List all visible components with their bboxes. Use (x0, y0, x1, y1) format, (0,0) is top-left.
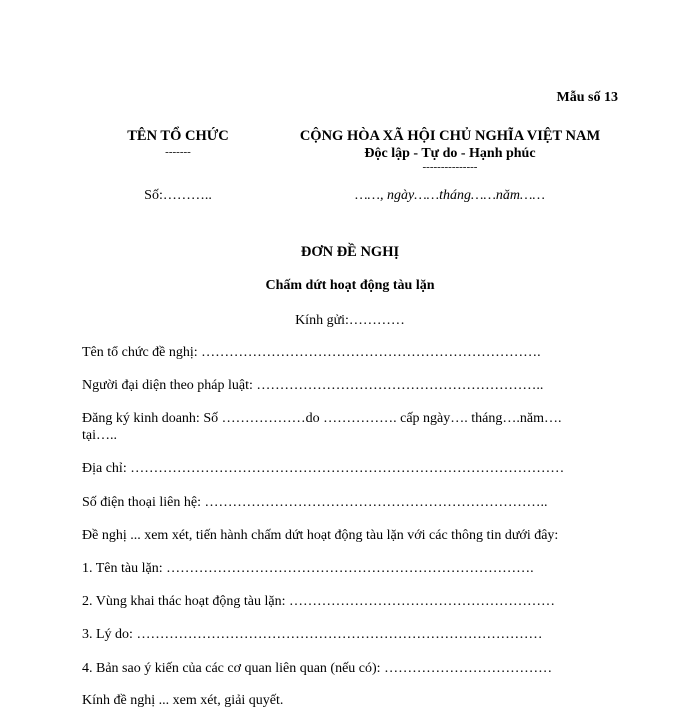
item-reason: 3. Lý do: …………………………………………………………………………… (82, 627, 543, 642)
document-number: Số:……….. (144, 188, 212, 203)
date-line: ……, ngày……tháng……năm…… (355, 188, 545, 203)
org-name: TÊN TỔ CHỨC (127, 128, 229, 144)
item-vessel-name: 1. Tên tàu lặn: ……………………………………………………………………. (82, 561, 534, 576)
document-subtitle: Chấm dứt hoạt động tàu lặn (265, 278, 435, 293)
motto: Độc lập - Tự do - Hạnh phúc (364, 146, 536, 161)
field-phone: Số điện thoại liên hệ: ……………………………………………………………….. (82, 495, 548, 510)
form-number: Mẫu số 13 (556, 90, 618, 105)
request-intro: Đề nghị ... xem xét, tiến hành chấm dứt hoạt động tàu lặn với các thông tin dưới đây: (82, 528, 559, 543)
country-name: CỘNG HÒA XÃ HỘI CHỦ NGHĨA VIỆT NAM (299, 128, 601, 144)
field-legal-representative: Người đại diện theo pháp luật: …………………………………………………….. (82, 378, 544, 393)
document-title: ĐƠN ĐỀ NGHỊ (300, 244, 400, 260)
field-address: Địa chỉ: ………………………………………………………………………………… (82, 461, 565, 476)
field-business-registration-place: tại….. (82, 428, 117, 443)
item-related-opinions: 4. Bản sao ý kiến của các cơ quan liên quan (nếu có): ……………………………… (82, 661, 553, 676)
closing-line: Kính đề nghị ... xem xét, giải quyết. (82, 693, 284, 708)
field-business-registration: Đăng ký kinh doanh: Số ………………do ……………. cấp ngày…. tháng….năm…. (82, 411, 562, 426)
recipient: Kính gửi:………… (295, 313, 405, 328)
motto-underline: --------------- (422, 161, 478, 173)
item-operating-area: 2. Vùng khai thác hoạt động tàu lặn: ………………………………………………… (82, 594, 555, 609)
field-org-requesting: Tên tổ chức đề nghị: ………………………………………………………………. (82, 345, 541, 360)
org-underline: ------- (165, 146, 191, 158)
